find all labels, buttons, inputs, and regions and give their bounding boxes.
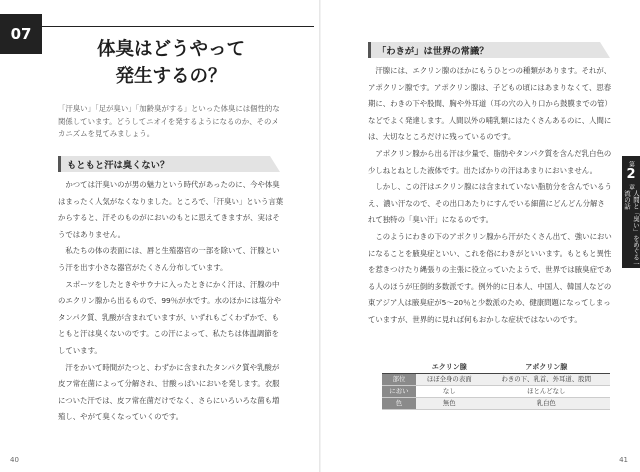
paragraph: 汗腺には、エクリン腺のほかにもうひとつの種類があります。それが、アポクリン腺です。アポクリン腺は、子どもの頃にはあまりなくて、思春期に、わきの下や股間、胸や外耳道（耳の穴の入り口から鼓膜までの管）などでよく発達します。人間以外の哺乳類にはたくさんあるのに、人間には、大切なところだけに残っているのです。 bbox=[368, 66, 612, 142]
side-tab-title: 人間と「臭い」をめぐる一流の話 bbox=[623, 190, 640, 267]
row-label: 色 bbox=[382, 398, 416, 410]
chapter-rule bbox=[42, 26, 314, 27]
table-cell: なし bbox=[416, 386, 482, 398]
table-row bbox=[382, 374, 610, 386]
gland-comparison-table bbox=[382, 361, 610, 410]
section-heading-text: もともと汗は臭くない？ bbox=[67, 160, 170, 171]
table-cell: 無色 bbox=[416, 398, 482, 410]
side-tab-chapter-suffix: 章 bbox=[627, 184, 635, 190]
right-body bbox=[368, 63, 612, 329]
table-cell: 乳白色 bbox=[482, 398, 610, 410]
chapter-side-tab bbox=[622, 156, 640, 268]
row-label: におい bbox=[382, 386, 416, 398]
lead-text: 「汗臭い」「足が臭い」「加齢臭がする」といった体臭には個性的な関係しています。どうしてニオイを発するようになるのか、そのメカニズムを見てみましょう。 bbox=[58, 104, 280, 138]
page-number-left: 40 bbox=[10, 456, 19, 464]
heading-corner-fold bbox=[600, 42, 610, 58]
side-tab-chapter-number: 2 bbox=[626, 167, 636, 182]
page-number-right: 41 bbox=[619, 456, 628, 464]
title-line-2: 発生するの？ bbox=[115, 66, 227, 87]
paragraph: 私たちの体の表面には、唇と生殖器官の一部を除いて、汗腺という汗を出す小さな器官がたくさん分布しています。 bbox=[58, 246, 280, 272]
page-gutter bbox=[319, 0, 321, 472]
table-header-cell: エクリン腺 bbox=[416, 361, 482, 374]
title-line-1: 体臭はどうやって bbox=[96, 39, 245, 60]
paragraph: かつては汗臭いのが男の魅力という時代があったのに、今や体臭はまったく人気がなくなりました。ところで、「汗臭い」という言葉からすると、汗そのものがにおいのもとに思えてきますが、実はそうではありません。 bbox=[58, 180, 284, 239]
side-tab-chapter-label: 第 bbox=[627, 161, 635, 167]
table-row bbox=[382, 386, 610, 398]
section-heading-right bbox=[368, 42, 610, 58]
table-cell: ほとんどなし bbox=[482, 386, 610, 398]
table-header-cell bbox=[382, 361, 416, 374]
section-heading-text: 「わきが」は世界の常識？ bbox=[377, 46, 489, 57]
left-body bbox=[58, 177, 284, 426]
table-cell: ほぼ全身の表面 bbox=[416, 374, 482, 386]
table-cell: わきの下、乳首、外耳道、股間 bbox=[482, 374, 610, 386]
paragraph: アポクリン腺から出る汗は少量で、脂肪やタンパク質を含んだ乳白色の少しねとねとした液体です。出たばかりの汗はあまりにおいません。 bbox=[368, 148, 612, 175]
chapter-number-badge: 07 bbox=[0, 14, 42, 54]
section-heading-left bbox=[58, 156, 280, 172]
table-header-cell: アポクリン腺 bbox=[482, 361, 610, 374]
paragraph: このようにわきの下のアポクリン腺から汗がたくさん出て、強いにおいになることを腋臭症といい、これを俗にわきがといいます。もともと異性を惹きつけたり縄張りの主張に役立っていたようで、世界では腋臭症である人のほうが圧倒的多数派です。例外的に日本人、中国人、韓国人などの東アジア人は腋臭症が5〜20％と少数派のため、健康問題になってしまっていますが、世界的に見れば何もおかしな症状ではないのです。 bbox=[368, 231, 612, 324]
paragraph: しかし、この汗はエクリン腺には含まれていない脂肪分を含んでいるうえ、濃い汗なので、その出口あたりにすんでいる細菌にどんどん分解されて独特の「臭い汗」になるのです。 bbox=[368, 182, 612, 225]
table-header-row bbox=[382, 361, 610, 374]
row-label: 部位 bbox=[382, 374, 416, 386]
paragraph: スポーツをしたときやサウナに入ったときにかく汗は、汗腺の中のエクリン腺から出るもので、99％が水です。水のほかには塩分やタンパク質、乳酸が含まれていますが、いずれもごくわずかで、もともと汗は臭くないのです。この汗によって、私たちは体温調節をしています。 bbox=[58, 279, 281, 355]
heading-corner-fold bbox=[270, 156, 280, 172]
page-title bbox=[60, 36, 282, 90]
table-row bbox=[382, 398, 610, 410]
paragraph: 汗をかいて時間がたつと、わずかに含まれたタンパク質や乳酸が皮フ常在菌によって分解され、甘酸っぱいにおいを発します。衣服についた汗では、皮フ常在菌だけでなく、さらにいろいろな菌も増殖し、やがて臭くなっていくのです。 bbox=[58, 362, 280, 422]
